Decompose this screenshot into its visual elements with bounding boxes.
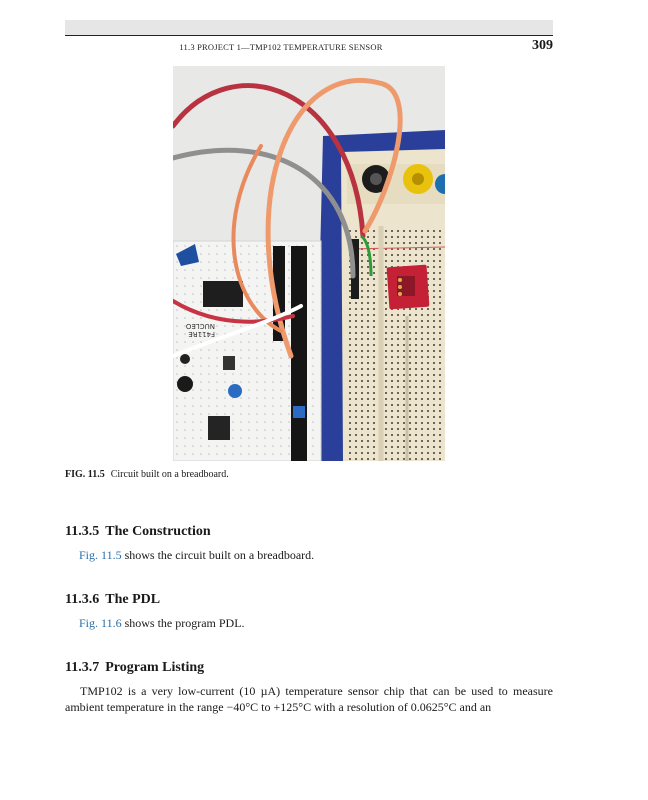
- figure-caption: [65, 469, 229, 480]
- svg-text:NUCLEO: NUCLEO: [185, 322, 215, 330]
- paragraph-text: shows the program PDL.: [121, 616, 245, 630]
- section-heading-program-listing: [65, 660, 204, 676]
- section-heading-pdl: [65, 592, 160, 608]
- figure-link[interactable]: Fig. 11.6: [79, 616, 122, 630]
- page-number: 309: [532, 38, 553, 53]
- section-number: 11.3.7: [65, 660, 100, 675]
- pdl-paragraph: [79, 615, 245, 631]
- construction-paragraph: [79, 547, 314, 563]
- figure-caption-text: Circuit built on a breadboard.: [110, 469, 229, 480]
- figure-label: FIG. 11.5: [65, 469, 105, 480]
- breadboard-photo: [173, 66, 445, 461]
- header-rule: [65, 35, 553, 36]
- svg-text:F411RE: F411RE: [188, 330, 215, 338]
- program-listing-paragraph: TMP102 is a very low-current (10 µA) temperature sensor chip that can be used to measure ambient temperature in the range −40°C to +125°C with a resolution of 0.0625°C and an: [65, 684, 553, 714]
- section-number: 11.3.6: [65, 592, 100, 607]
- running-head: 11.3 PROJECT 1—TMP102 TEMPERATURE SENSOR: [179, 42, 383, 52]
- section-number: 11.3.5: [65, 524, 100, 539]
- header-bar: [65, 20, 553, 35]
- paragraph-text: shows the circuit built on a breadboard.: [121, 548, 315, 562]
- figure-link[interactable]: Fig. 11.5: [79, 548, 122, 562]
- section-title: The PDL: [105, 592, 161, 607]
- section-heading-construction: [65, 524, 211, 540]
- section-title: Program Listing: [105, 660, 205, 675]
- section-title: The Construction: [105, 524, 211, 539]
